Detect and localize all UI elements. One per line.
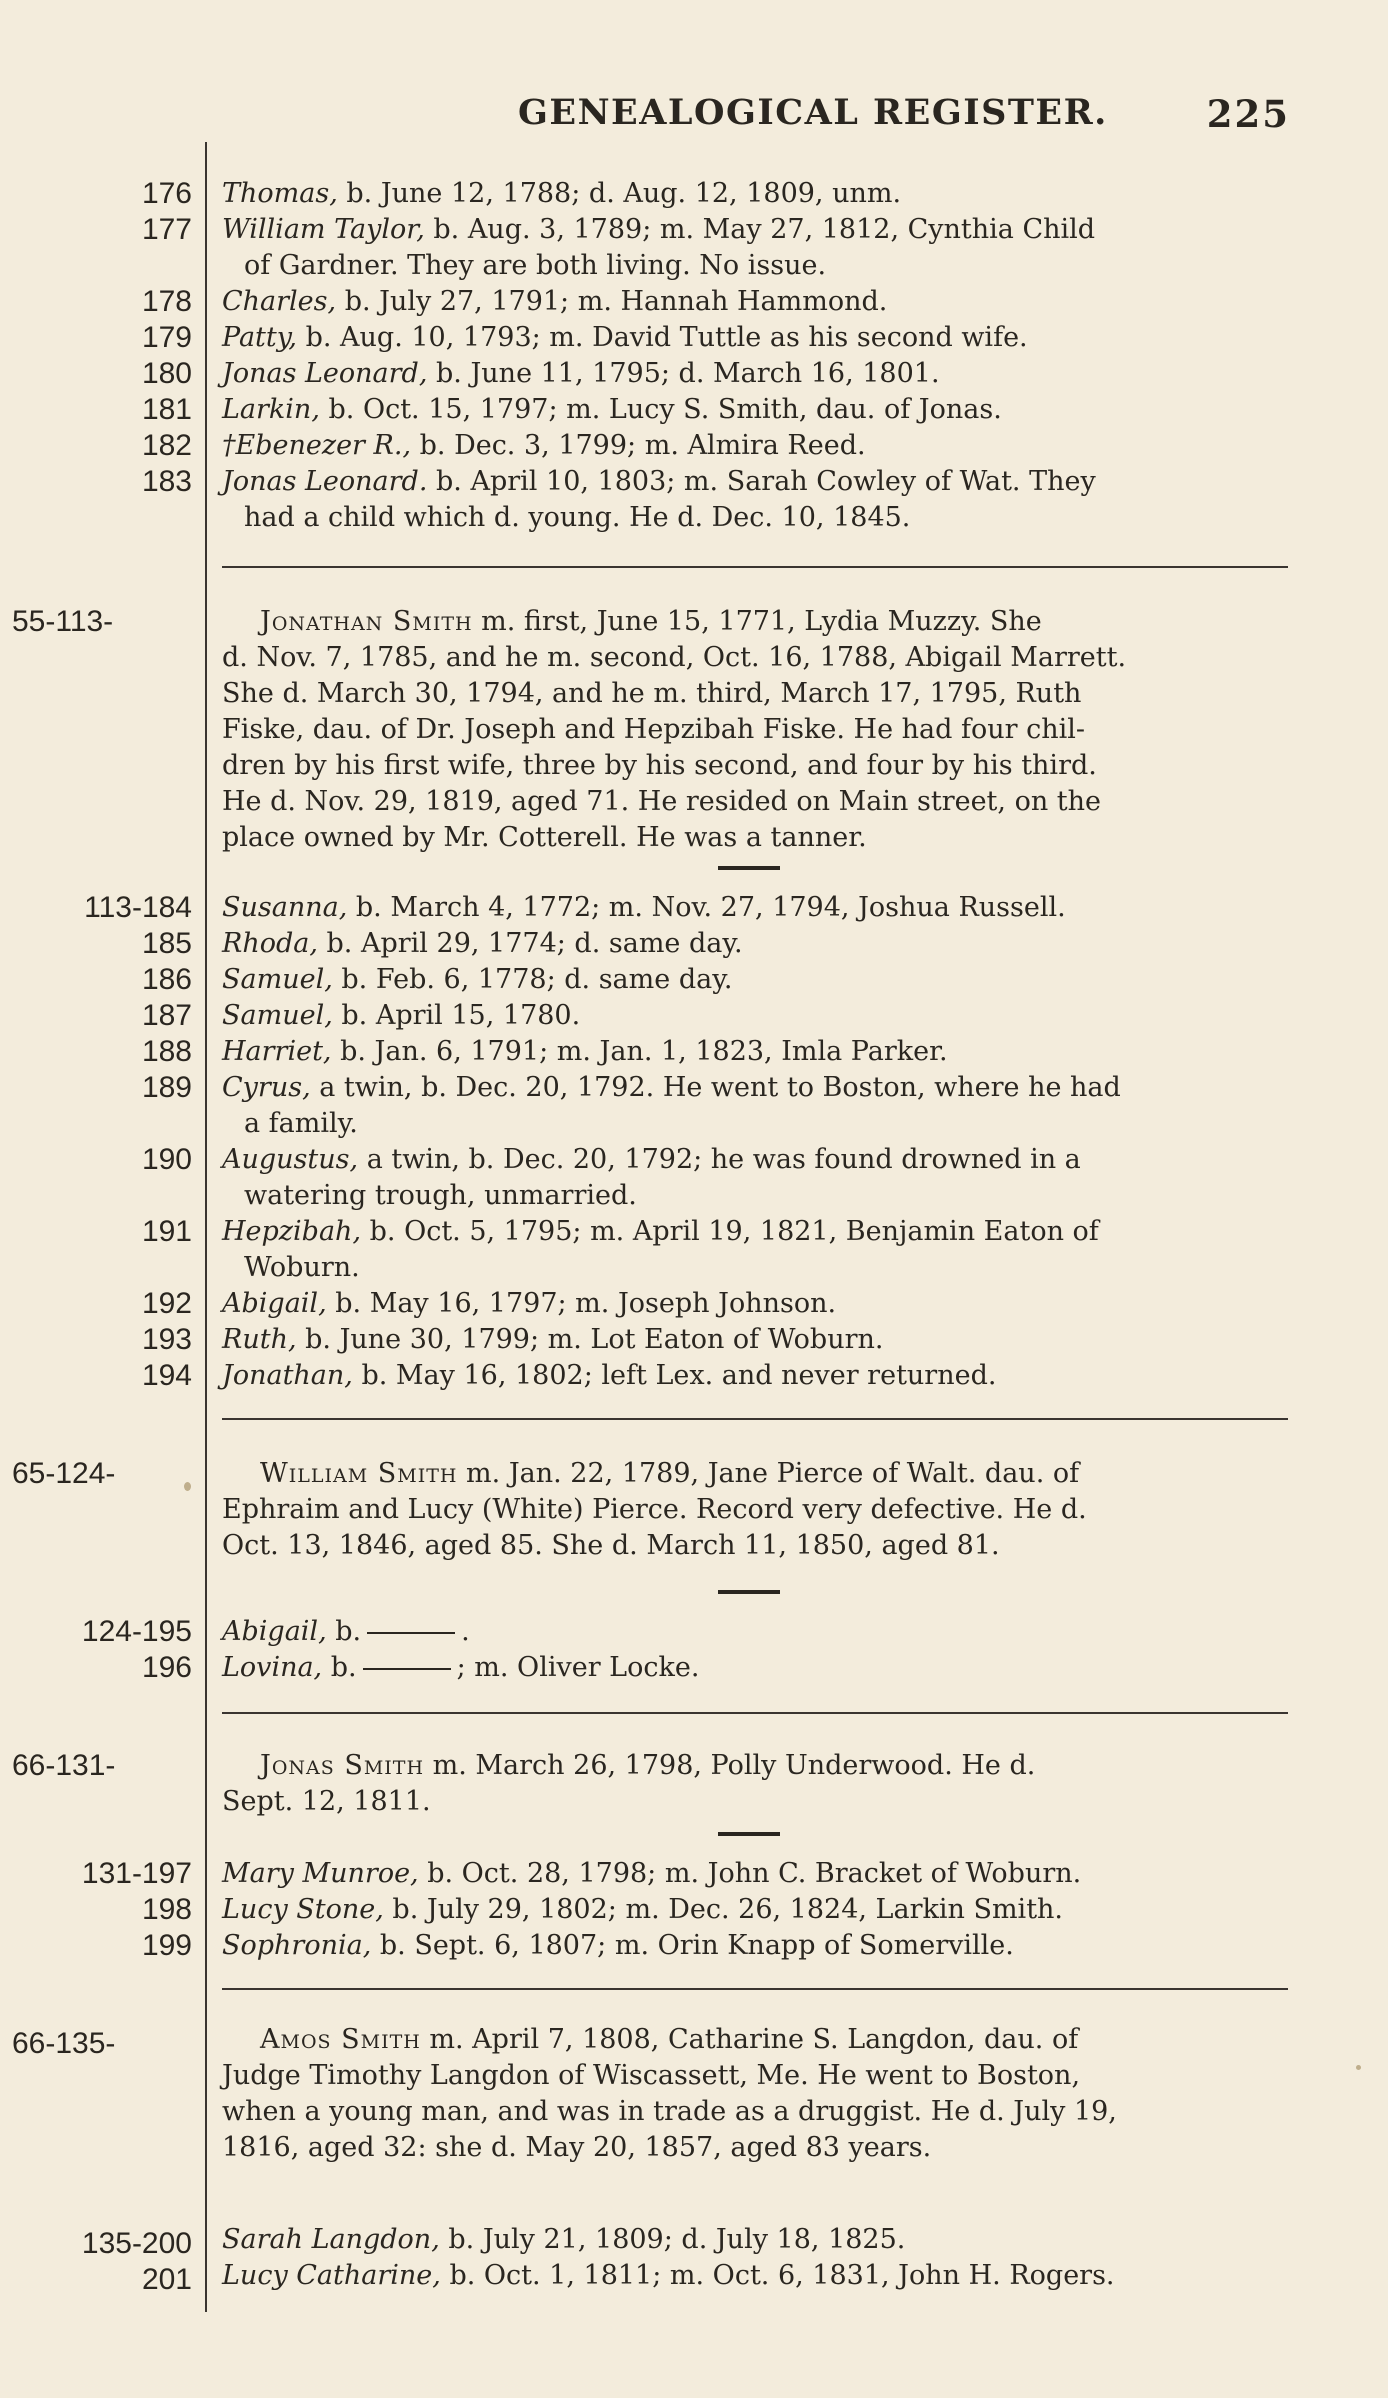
entry-continuation: a family. (244, 1108, 358, 1139)
entry-text: b. Aug. 3, 1789; m. May 27, 1812, Cynthia Child (424, 214, 1096, 245)
ink-speck (1356, 2065, 1361, 2070)
entry-number: 201 (141, 2263, 192, 2296)
entry-number: 183 (141, 465, 192, 498)
entry-continuation: of Gardner. They are both living. No issue. (244, 250, 827, 281)
entry-text: b. Oct. 15, 1797; m. Lucy S. Smith, dau. of Jonas. (319, 394, 1002, 425)
entry-text: a twin, b. Dec. 20, 1792. He went to Boston, where he had (310, 1072, 1121, 1103)
entry-line (222, 1034, 1282, 1070)
entry-line (222, 176, 1282, 212)
entry-text: b. April 15, 1780. (332, 1000, 581, 1031)
family-text: Ephraim and Lucy (White) Pierce. Record very defective. He d. (222, 1494, 1087, 1525)
entry-number: 198 (141, 1893, 192, 1926)
child-name: Lovina, (222, 1652, 323, 1683)
entry-number: 113-184 (84, 891, 192, 924)
entry-text: ; m. Oliver Locke. (456, 1652, 700, 1683)
entry-number: 179 (141, 321, 192, 354)
entry-line (222, 464, 1282, 500)
entry-text: b. Oct. 5, 1795; m. April 19, 1821, Benjamin Eaton of (361, 1216, 1099, 1247)
entry-text: b. July 27, 1791; m. Hannah Hammond. (336, 286, 888, 317)
entry-text: b. July 21, 1809; d. July 18, 1825. (439, 2224, 906, 2255)
entry-number: 189 (141, 1071, 192, 1104)
entry-number: 185 (141, 927, 192, 960)
family-text: m. Jan. 22, 1789, Jane Pierce of Walt. dau. of (457, 1458, 1080, 1489)
entry-number: 182 (141, 429, 192, 462)
entry-text: b. Oct. 28, 1798; m. John C. Bracket of Woburn. (418, 1858, 1082, 1889)
family-head-line (260, 1748, 1320, 1784)
entry-number: 180 (141, 357, 192, 390)
family-head-name: Amos Smith (260, 2024, 421, 2055)
entry-line (222, 428, 1282, 464)
section-divider (222, 1988, 1288, 1990)
entry-number: 196 (141, 1651, 192, 1684)
child-name: Patty, (222, 322, 298, 353)
family-text: He d. Nov. 29, 1819, aged 71. He resided on Main street, on the (222, 786, 1102, 817)
entry-line (222, 1928, 1282, 1964)
entry-number: 188 (141, 1035, 192, 1068)
child-name: Larkin, (222, 394, 320, 425)
entry-text: b. April 10, 1803; m. Sarah Cowley of Wat. They (427, 466, 1096, 497)
child-name: William Taylor, (222, 214, 425, 245)
generation-number: 66-131- (12, 1749, 116, 1782)
generation-number: 65-124- (12, 1457, 116, 1490)
short-rule (718, 1590, 780, 1594)
child-name: Charles, (222, 286, 337, 317)
entry-line (222, 2222, 1282, 2258)
entry-line (222, 1614, 1282, 1650)
family-head-line (260, 1456, 1320, 1492)
section-divider (222, 566, 1288, 568)
family-head-name: Jonathan Smith (260, 606, 473, 637)
entry-line (222, 1358, 1282, 1394)
child-name: Mary Munroe, (222, 1858, 419, 1889)
entry-line (222, 1892, 1282, 1928)
child-name: Jonas Leonard, (222, 358, 428, 389)
child-name: Thomas, (222, 178, 338, 209)
family-text: Fiske, dau. of Dr. Joseph and Hepzibah Fiske. He had four chil- (222, 714, 1086, 745)
entry-number: 191 (141, 1215, 192, 1248)
entry-number: 186 (141, 963, 192, 996)
entry-number: 177 (141, 213, 192, 246)
entry-text: . (461, 1616, 470, 1647)
entry-number: 187 (141, 999, 192, 1032)
entry-number: 193 (141, 1323, 192, 1356)
entry-text: b. Oct. 1, 1811; m. Oct. 6, 1831, John H. Rogers. (440, 2260, 1115, 2291)
entry-line (222, 284, 1282, 320)
generation-number: 66-135- (12, 2027, 116, 2060)
family-text: m. first, June 15, 1771, Lydia Muzzy. She (472, 606, 1042, 637)
entry-line (222, 890, 1282, 926)
entry-text: b. June 12, 1788; d. Aug. 12, 1809, unm. (337, 178, 902, 209)
running-title: GENEALOGICAL REGISTER. (518, 92, 1108, 133)
ink-speck (184, 1482, 191, 1491)
child-name: Augustus, (222, 1144, 359, 1175)
entry-text: b. Aug. 10, 1793; m. David Tuttle as his second wife. (297, 322, 1028, 353)
entry-line (222, 1142, 1282, 1178)
entry-number: 199 (141, 1929, 192, 1962)
family-text: Oct. 13, 1846, aged 85. She d. March 11, 1850, aged 81. (222, 1530, 1000, 1561)
child-name: Jonas Leonard. (222, 466, 428, 497)
entry-text: b. Sept. 6, 1807; m. Orin Knapp of Somerville. (371, 1930, 1014, 1961)
child-name: Hepzibah, (222, 1216, 362, 1247)
page-number: 225 (1206, 92, 1290, 136)
entry-text: b. June 11, 1795; d. March 16, 1801. (427, 358, 940, 389)
entry-continuation: watering trough, unmarried. (244, 1180, 637, 1211)
child-name: Abigail, (222, 1616, 327, 1647)
entry-line (222, 392, 1282, 428)
child-name: Samuel, (222, 964, 333, 995)
entry-line (222, 2258, 1282, 2294)
entry-number: 181 (141, 393, 192, 426)
page-header (470, 92, 1290, 136)
entry-text: b. May 16, 1802; left Lex. and never returned. (352, 1360, 997, 1391)
section-divider (222, 1712, 1288, 1714)
entry-text: b. May 16, 1797; m. Joseph Johnson. (326, 1288, 837, 1319)
entry-number: 178 (141, 285, 192, 318)
entry-line (222, 356, 1282, 392)
entry-number: 192 (141, 1287, 192, 1320)
entry-line (222, 998, 1282, 1034)
entry-text: b. July 29, 1802; m. Dec. 26, 1824, Larkin Smith. (383, 1894, 1064, 1925)
family-text: m. March 26, 1798, Polly Underwood. He d. (424, 1750, 1036, 1781)
family-head-line (260, 2022, 1320, 2058)
child-name: Abigail, (222, 1288, 327, 1319)
child-name: Jonathan, (222, 1360, 353, 1391)
child-name: Lucy Catharine, (222, 2260, 441, 2291)
entry-text: b. April 29, 1774; d. same day. (317, 928, 743, 959)
generation-number: 55-113- (12, 605, 114, 638)
child-name: Sarah Langdon, (222, 2224, 440, 2255)
entry-line (222, 1286, 1282, 1322)
family-text: Sept. 12, 1811. (222, 1786, 431, 1817)
child-name: †Ebenezer R., (222, 430, 412, 461)
entry-number: 131-197 (81, 1857, 192, 1890)
blank-date-dash (363, 1668, 451, 1670)
entry-number: 190 (141, 1143, 192, 1176)
entry-text: b. (322, 1652, 357, 1683)
entry-line (222, 926, 1282, 962)
family-text: m. April 7, 1808, Catharine S. Langdon, dau. of (420, 2024, 1079, 2055)
family-text: She d. March 30, 1794, and he m. third, March 17, 1795, Ruth (222, 678, 1082, 709)
child-name: Susanna, (222, 892, 348, 923)
entry-continuation: Woburn. (244, 1252, 360, 1283)
entry-line (222, 212, 1282, 248)
section-divider (222, 1418, 1288, 1420)
entry-line (222, 320, 1282, 356)
family-head-name: Jonas Smith (260, 1750, 425, 1781)
family-head-line (260, 604, 1320, 640)
margin-rule (205, 142, 207, 2312)
entry-text: b. (326, 1616, 362, 1647)
family-text: 1816, aged 32: she d. May 20, 1857, aged 83 years. (222, 2132, 932, 2163)
child-name: Ruth, (222, 1324, 297, 1355)
child-name: Sophronia, (222, 1930, 372, 1961)
entry-line (222, 1322, 1282, 1358)
entry-text: b. Feb. 6, 1778; d. same day. (332, 964, 733, 995)
child-name: Rhoda, (222, 928, 318, 959)
child-name: Harriet, (222, 1036, 332, 1067)
child-name: Cyrus, (222, 1072, 311, 1103)
short-rule (718, 866, 780, 870)
family-head-name: William Smith (260, 1458, 458, 1489)
entry-number: 135-200 (81, 2227, 192, 2260)
entry-line (222, 1856, 1282, 1892)
entry-text: b. June 30, 1799; m. Lot Eaton of Woburn. (296, 1324, 884, 1355)
family-text: dren by his first wife, three by his second, and four by his third. (222, 750, 1097, 781)
family-text: Judge Timothy Langdon of Wiscassett, Me. He went to Boston, (222, 2060, 1081, 2091)
entry-continuation: had a child which d. young. He d. Dec. 10, 1845. (244, 502, 911, 533)
family-text: place owned by Mr. Cotterell. He was a tanner. (222, 822, 867, 853)
entry-line (222, 1650, 1282, 1686)
child-name: Samuel, (222, 1000, 333, 1031)
entry-line (222, 1214, 1282, 1250)
entry-text: b. Jan. 6, 1791; m. Jan. 1, 1823, Imla Parker. (331, 1036, 948, 1067)
entry-number: 194 (141, 1359, 192, 1392)
blank-date-dash (367, 1632, 455, 1634)
entry-number: 124-195 (81, 1615, 192, 1648)
entry-number: 176 (141, 177, 192, 210)
entry-text: b. March 4, 1772; m. Nov. 27, 1794, Joshua Russell. (347, 892, 1066, 923)
entry-text: b. Dec. 3, 1799; m. Almira Reed. (411, 430, 866, 461)
short-rule (718, 1832, 780, 1836)
family-text: when a young man, and was in trade as a druggist. He d. July 19, (222, 2096, 1117, 2127)
child-name: Lucy Stone, (222, 1894, 384, 1925)
entry-line (222, 962, 1282, 998)
entry-line (222, 1070, 1282, 1106)
entry-text: a twin, b. Dec. 20, 1792; he was found drowned in a (358, 1144, 1081, 1175)
family-text: d. Nov. 7, 1785, and he m. second, Oct. 16, 1788, Abigail Marrett. (222, 642, 1127, 673)
